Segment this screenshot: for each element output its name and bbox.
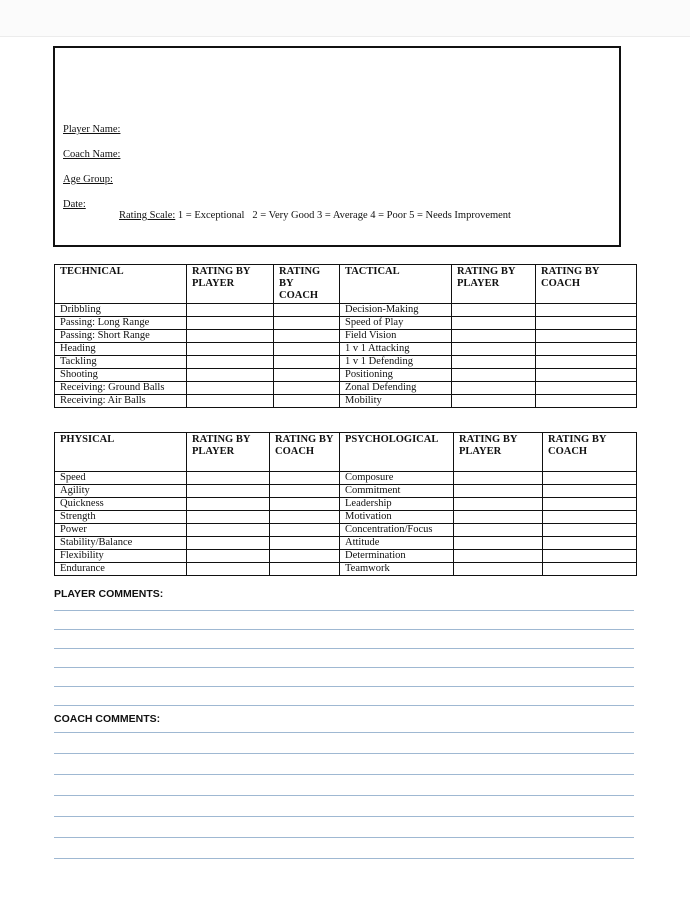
player-comments-title: PLAYER COMMENTS: — [54, 588, 164, 600]
rating-cell[interactable] — [452, 369, 536, 382]
coach-comment-line[interactable] — [54, 795, 634, 796]
rating-cell[interactable] — [543, 511, 637, 524]
rating-cell[interactable] — [274, 330, 340, 343]
rating-cell[interactable] — [543, 498, 637, 511]
table-row — [55, 563, 637, 576]
player-comment-line[interactable] — [54, 629, 634, 630]
rating-cell[interactable] — [187, 382, 274, 395]
skill-label: Attitude — [340, 537, 454, 550]
rating-cell[interactable] — [187, 485, 270, 498]
table-row — [55, 472, 637, 485]
rating-cell[interactable] — [187, 304, 274, 317]
header-tactical: TACTICAL — [340, 265, 452, 304]
rating-cell[interactable] — [270, 485, 340, 498]
skill-label: Zonal Defending — [340, 382, 452, 395]
player-name-label[interactable]: Player Name: — [63, 124, 121, 135]
skill-label: Speed of Play — [340, 317, 452, 330]
table-row — [55, 550, 637, 563]
rating-cell[interactable] — [274, 395, 340, 408]
header-technical: TECHNICAL — [55, 265, 187, 304]
skill-label: Shooting — [55, 369, 187, 382]
rating-cell[interactable] — [536, 343, 637, 356]
player-comment-line[interactable] — [54, 705, 634, 706]
rating-cell[interactable] — [187, 343, 274, 356]
rating-cell[interactable] — [187, 369, 274, 382]
header-psychological: PSYCHOLOGICAL — [340, 433, 454, 472]
header-rating-by-player: RATING BY PLAYER — [187, 265, 274, 304]
table-row — [55, 304, 637, 317]
header-rating-by-coach: RATING BY COACH — [274, 265, 340, 304]
coach-comment-line[interactable] — [54, 732, 634, 733]
skill-label: Dribbling — [55, 304, 187, 317]
rating-cell[interactable] — [536, 330, 637, 343]
rating-cell[interactable] — [270, 524, 340, 537]
table-header-row — [55, 265, 637, 304]
skill-label: Positioning — [340, 369, 452, 382]
coach-comments-title: COACH COMMENTS: — [54, 713, 161, 725]
rating-cell[interactable] — [454, 485, 543, 498]
skill-label: Tackling — [55, 356, 187, 369]
skill-label: Mobility — [340, 395, 452, 408]
skill-label: Passing: Long Range — [55, 317, 187, 330]
rating-cell[interactable] — [187, 356, 274, 369]
rating-cell[interactable] — [452, 382, 536, 395]
rating-cell[interactable] — [536, 304, 637, 317]
skill-label: Passing: Short Range — [55, 330, 187, 343]
table-row — [55, 369, 637, 382]
header-rating-by-player: RATING BY PLAYER — [454, 433, 543, 472]
rating-cell[interactable] — [270, 511, 340, 524]
rating-cell[interactable] — [454, 537, 543, 550]
rating-cell[interactable] — [187, 524, 270, 537]
coach-comment-line[interactable] — [54, 774, 634, 775]
skill-label: Receiving: Air Balls — [55, 395, 187, 408]
rating-cell[interactable] — [452, 304, 536, 317]
skill-label: Strength — [55, 511, 187, 524]
rating-cell[interactable] — [454, 498, 543, 511]
rating-cell[interactable] — [274, 317, 340, 330]
rating-cell[interactable] — [270, 537, 340, 550]
skill-label: Determination — [340, 550, 454, 563]
rating-cell[interactable] — [274, 369, 340, 382]
table-row — [55, 317, 637, 330]
rating-cell[interactable] — [454, 563, 543, 576]
technical-tactical-table — [54, 264, 637, 408]
rating-cell[interactable] — [454, 472, 543, 485]
player-comment-line[interactable] — [54, 610, 634, 611]
coach-comment-line[interactable] — [54, 816, 634, 817]
player-comment-line[interactable] — [54, 667, 634, 668]
skill-label: Stability/Balance — [55, 537, 187, 550]
rating-scale — [119, 210, 511, 221]
skill-label: Heading — [55, 343, 187, 356]
coach-comment-line[interactable] — [54, 837, 634, 838]
table-row — [55, 511, 637, 524]
header-rating-by-coach: RATING BY COACH — [536, 265, 637, 304]
skill-label: Speed — [55, 472, 187, 485]
rating-cell[interactable] — [536, 395, 637, 408]
skill-label: Power — [55, 524, 187, 537]
rating-cell[interactable] — [536, 382, 637, 395]
rating-cell[interactable] — [452, 330, 536, 343]
player-info-box — [53, 46, 621, 247]
rating-cell[interactable] — [187, 550, 270, 563]
rating-scale-label: Rating Scale: — [119, 210, 176, 221]
table-row — [55, 395, 637, 408]
skill-label: Quickness — [55, 498, 187, 511]
rating-cell[interactable] — [274, 356, 340, 369]
skill-label: Endurance — [55, 563, 187, 576]
rating-cell[interactable] — [270, 472, 340, 485]
table-header-row — [55, 433, 637, 472]
rating-cell[interactable] — [543, 537, 637, 550]
skill-label: Concentration/Focus — [340, 524, 454, 537]
skill-label: Leadership — [340, 498, 454, 511]
skill-label: Flexibility — [55, 550, 187, 563]
skill-label: Commitment — [340, 485, 454, 498]
rating-scale-text: 1 = Exceptional 2 = Very Good 3 = Average 4 = Poor 5 = Needs Improvement — [177, 210, 511, 221]
rating-cell[interactable] — [187, 395, 274, 408]
coach-comment-line[interactable] — [54, 753, 634, 754]
table-row — [55, 330, 637, 343]
rating-cell[interactable] — [543, 485, 637, 498]
rating-cell[interactable] — [187, 537, 270, 550]
rating-cell[interactable] — [187, 330, 274, 343]
header-rating-by-player: RATING BY PLAYER — [452, 265, 536, 304]
header-rating-by-coach: RATING BY COACH — [270, 433, 340, 472]
rating-cell[interactable] — [274, 343, 340, 356]
table-row — [55, 524, 637, 537]
skill-label: Motivation — [340, 511, 454, 524]
header-rating-by-player: RATING BY PLAYER — [187, 433, 270, 472]
rating-cell[interactable] — [543, 472, 637, 485]
rating-cell[interactable] — [454, 550, 543, 563]
rating-cell[interactable] — [452, 395, 536, 408]
rating-cell[interactable] — [452, 343, 536, 356]
skill-label: Receiving: Ground Balls — [55, 382, 187, 395]
date-label[interactable]: Date: — [63, 199, 86, 210]
rating-cell[interactable] — [536, 317, 637, 330]
rating-cell[interactable] — [454, 524, 543, 537]
rating-cell[interactable] — [274, 304, 340, 317]
rating-cell[interactable] — [536, 356, 637, 369]
rating-cell[interactable] — [274, 382, 340, 395]
rating-cell[interactable] — [543, 550, 637, 563]
skill-label: 1 v 1 Defending — [340, 356, 452, 369]
header-rating-by-coach: RATING BY COACH — [543, 433, 637, 472]
coach-comment-line[interactable] — [54, 858, 634, 859]
table-row — [55, 485, 637, 498]
rating-cell[interactable] — [187, 317, 274, 330]
coach-name-label[interactable]: Coach Name: — [63, 149, 121, 160]
table-row — [55, 356, 637, 369]
skill-label: Field Vision — [340, 330, 452, 343]
rating-cell[interactable] — [536, 369, 637, 382]
player-comment-line[interactable] — [54, 686, 634, 687]
table-row — [55, 537, 637, 550]
rating-cell[interactable] — [452, 317, 536, 330]
skill-label: Decision-Making — [340, 304, 452, 317]
header-physical: PHYSICAL — [55, 433, 187, 472]
rating-cell[interactable] — [270, 550, 340, 563]
rating-cell[interactable] — [270, 498, 340, 511]
skill-label: Composure — [340, 472, 454, 485]
player-comment-line[interactable] — [54, 648, 634, 649]
rating-cell[interactable] — [452, 356, 536, 369]
rating-cell[interactable] — [454, 511, 543, 524]
rating-cell[interactable] — [543, 524, 637, 537]
rating-cell[interactable] — [187, 472, 270, 485]
rating-cell[interactable] — [187, 563, 270, 576]
rating-cell[interactable] — [270, 563, 340, 576]
physical-psychological-table — [54, 432, 637, 576]
table-row — [55, 343, 637, 356]
skill-label: Agility — [55, 485, 187, 498]
rating-cell[interactable] — [187, 498, 270, 511]
table-row — [55, 382, 637, 395]
table-row — [55, 498, 637, 511]
rating-cell[interactable] — [543, 563, 637, 576]
page-top-margin — [0, 0, 690, 37]
skill-label: 1 v 1 Attacking — [340, 343, 452, 356]
skill-label: Teamwork — [340, 563, 454, 576]
age-group-label[interactable]: Age Group: — [63, 174, 113, 185]
rating-cell[interactable] — [187, 511, 270, 524]
